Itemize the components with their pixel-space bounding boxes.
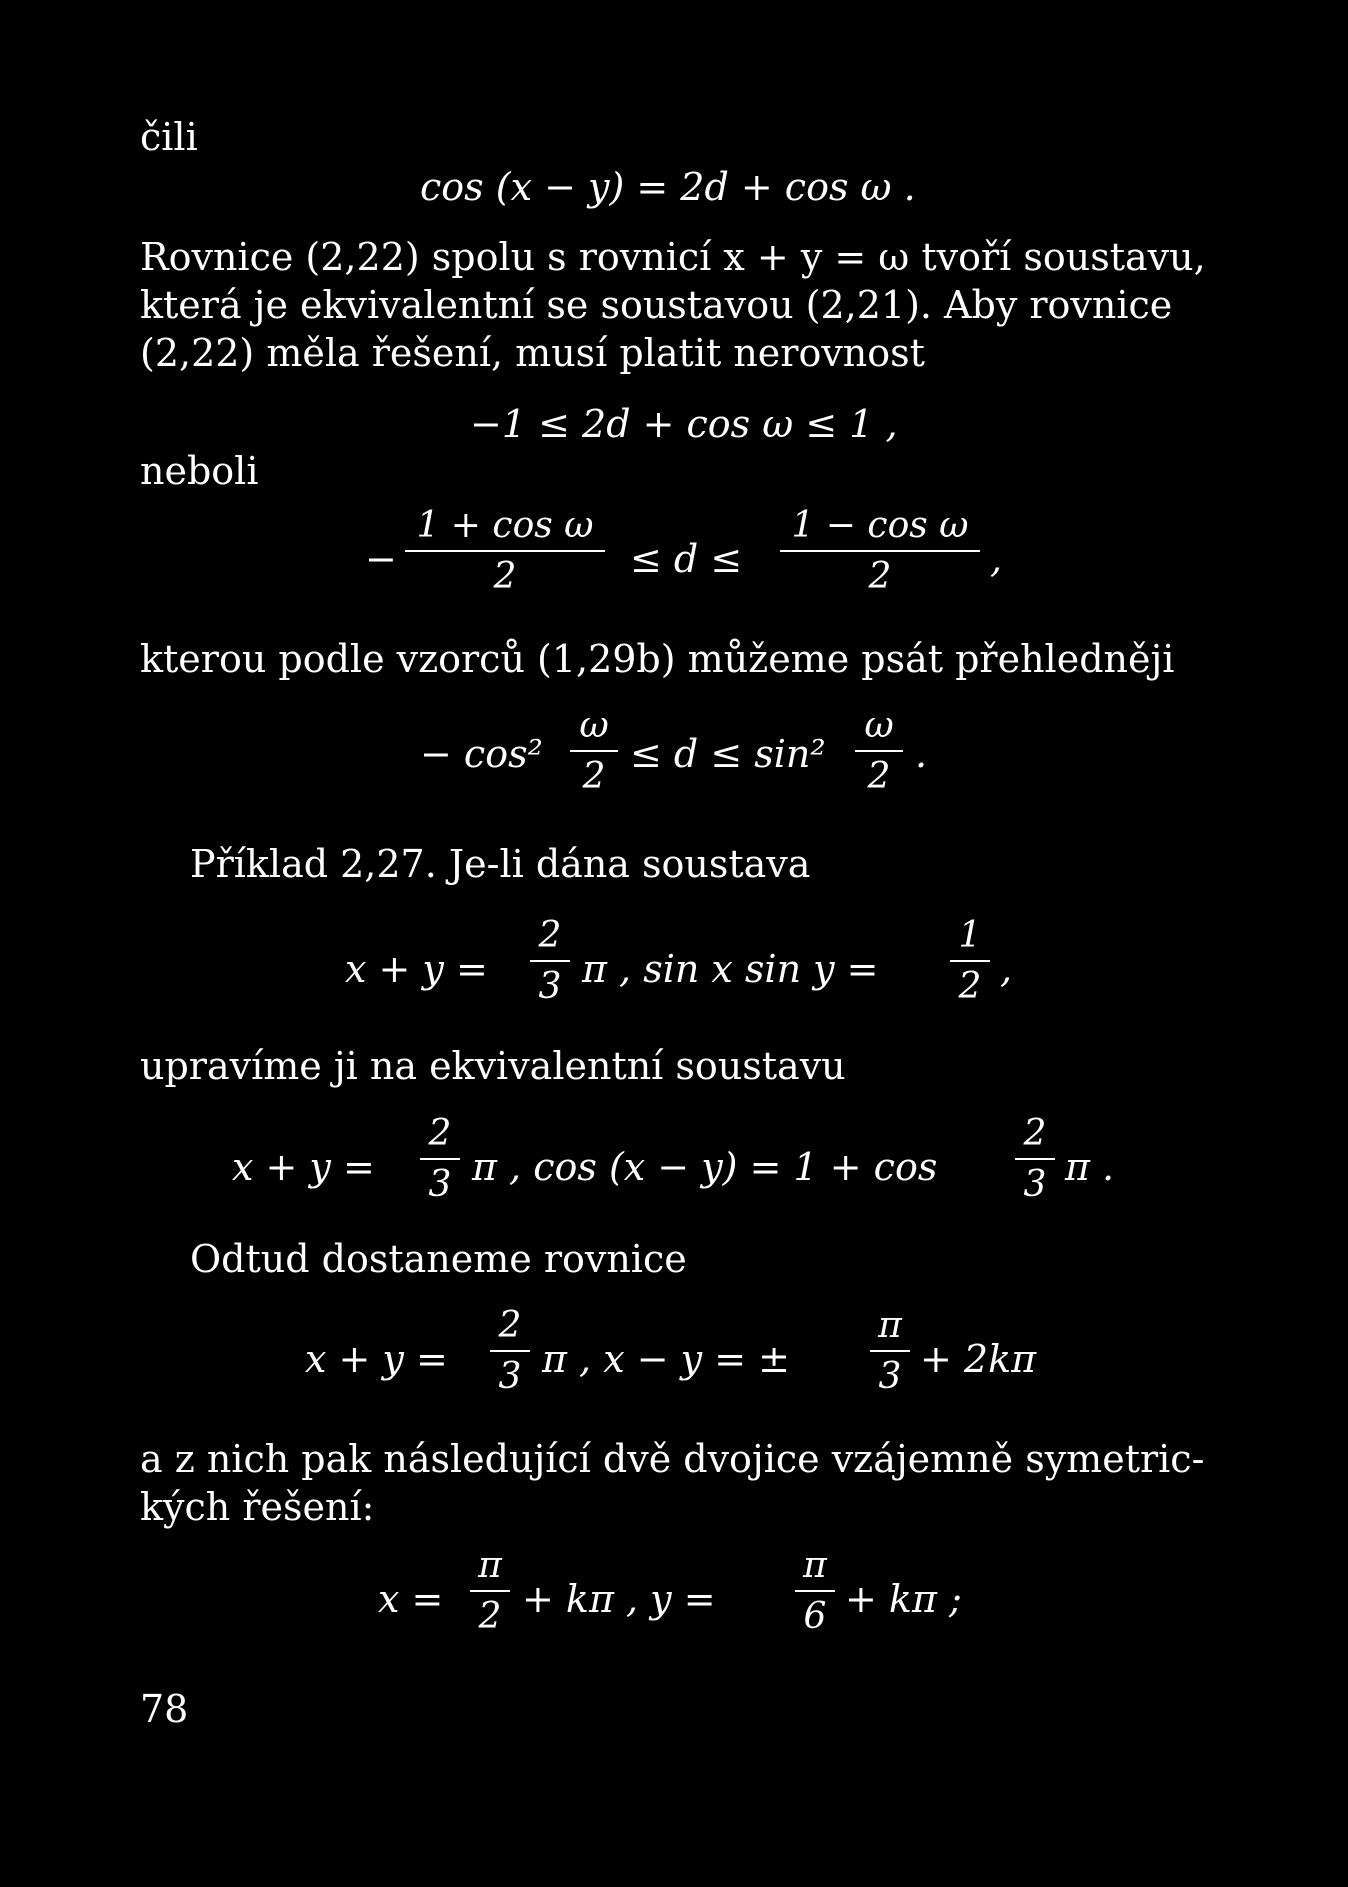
eq-cos-diff: π , cos (x − y) = 1 + cos <box>472 1145 938 1189</box>
fraction-omega-over-2 <box>570 705 618 797</box>
fraction-bar <box>530 960 570 962</box>
fraction-denominator: 2 <box>493 556 517 597</box>
fraction-bar <box>950 960 990 962</box>
word-neboli: neboli <box>140 449 259 493</box>
fraction-1-minus-cos <box>780 505 980 597</box>
inequality-1: −1 ≤ 2d + cos ω ≤ 1 , <box>470 402 898 446</box>
fraction-bar <box>855 750 903 752</box>
fraction-pi-over-3 <box>870 1305 910 1397</box>
minus-sign: − <box>365 537 397 581</box>
fraction-1-plus-cos <box>405 505 605 597</box>
fraction-numerator: ω <box>864 705 894 746</box>
eq-x-equals: x = <box>378 1577 444 1621</box>
fraction-2-over-3 <box>420 1113 460 1205</box>
fraction-numerator: π <box>803 1545 827 1586</box>
comma: , <box>1000 947 1013 991</box>
fraction-bar <box>780 550 980 552</box>
eq-sin-sin: π , sin x sin y = <box>582 947 879 991</box>
eq-x-plus-y: x + y = <box>232 1145 375 1189</box>
example-heading: Příklad 2,27. Je-li dána soustava <box>190 842 811 886</box>
fraction-denominator: 2 <box>868 556 892 597</box>
fraction-bar <box>470 1590 510 1592</box>
paragraph-solutions-line-1: a z nich pak následující dvě dvojice vzájemně symetric- <box>140 1437 1205 1481</box>
fraction-bar <box>870 1350 910 1352</box>
fraction-numerator: 1 − cos ω <box>791 505 969 546</box>
fraction-numerator: 2 <box>1023 1113 1047 1154</box>
fraction-bar <box>570 750 618 752</box>
fraction-denominator: 6 <box>803 1596 827 1637</box>
fraction-denominator: 3 <box>498 1356 522 1397</box>
paragraph-solutions-line-2: kých řešení: <box>140 1485 375 1529</box>
fraction-2-over-3 <box>530 915 570 1007</box>
period: . <box>915 732 928 776</box>
comma: , <box>990 537 1003 581</box>
page-number: 78 <box>140 1687 189 1731</box>
word-cili: čili <box>140 115 198 159</box>
fraction-numerator: 2 <box>428 1113 452 1154</box>
eq-x-plus-y: x + y = <box>305 1337 448 1381</box>
plus-2k-pi: + 2kπ <box>920 1337 1037 1381</box>
period: π . <box>1065 1145 1115 1189</box>
fraction-denominator: 2 <box>478 1596 502 1637</box>
fraction-numerator: 2 <box>538 915 562 956</box>
paragraph-upravime: upravíme ji na ekvivalentní soustavu <box>140 1044 846 1088</box>
fraction-2-over-3 <box>490 1305 530 1397</box>
fraction-denominator: 2 <box>958 966 982 1007</box>
fraction-denominator: 2 <box>582 756 606 797</box>
fraction-pi-over-2 <box>470 1545 510 1637</box>
fraction-bar <box>420 1158 460 1160</box>
fraction-denominator: 3 <box>428 1164 452 1205</box>
eq-x-plus-y: x + y = <box>345 947 488 991</box>
fraction-denominator: 2 <box>867 756 891 797</box>
paragraph-kterou: kterou podle vzorců (1,29b) můžeme psát přehledněji <box>140 637 1175 681</box>
fraction-2-over-3b <box>1015 1113 1055 1205</box>
fraction-bar <box>795 1590 835 1592</box>
fraction-numerator: 2 <box>498 1305 522 1346</box>
fraction-numerator: 1 <box>958 915 982 956</box>
fraction-denominator: 3 <box>1023 1164 1047 1205</box>
minus-cos-squared: − cos² <box>420 732 543 776</box>
fraction-bar <box>405 550 605 552</box>
fraction-pi-over-6 <box>795 1545 835 1637</box>
paragraph-line-2: která je ekvivalentní se soustavou (2,21). Aby rovnice <box>140 283 1173 327</box>
paragraph-line-1: Rovnice (2,22) spolu s rovnicí x + y = ω tvoří soustavu, <box>140 235 1206 279</box>
paragraph-line-3: (2,22) měla řešení, musí platit nerovnost <box>140 331 925 375</box>
paragraph-odtud: Odtud dostaneme rovnice <box>190 1237 687 1281</box>
fraction-numerator: π <box>478 1545 502 1586</box>
inequality-sin-squared: ≤ d ≤ sin² <box>630 732 826 776</box>
fraction-numerator: 1 + cos ω <box>416 505 594 546</box>
fraction-omega-over-2b <box>855 705 903 797</box>
equation-2-22: cos (x − y) = 2d + cos ω . <box>420 165 916 209</box>
fraction-1-over-2 <box>950 915 990 1007</box>
plus-k-pi: + kπ ; <box>845 1577 962 1621</box>
eq-x-minus-y: π , x − y = ± <box>542 1337 790 1381</box>
fraction-bar <box>1015 1158 1055 1160</box>
fraction-bar <box>490 1350 530 1352</box>
fraction-numerator: π <box>878 1305 902 1346</box>
inequality-middle: ≤ d ≤ <box>630 537 743 581</box>
eq-plus-k-pi-y: + kπ , y = <box>522 1577 716 1621</box>
fraction-denominator: 3 <box>538 966 562 1007</box>
fraction-denominator: 3 <box>878 1356 902 1397</box>
fraction-numerator: ω <box>579 705 609 746</box>
